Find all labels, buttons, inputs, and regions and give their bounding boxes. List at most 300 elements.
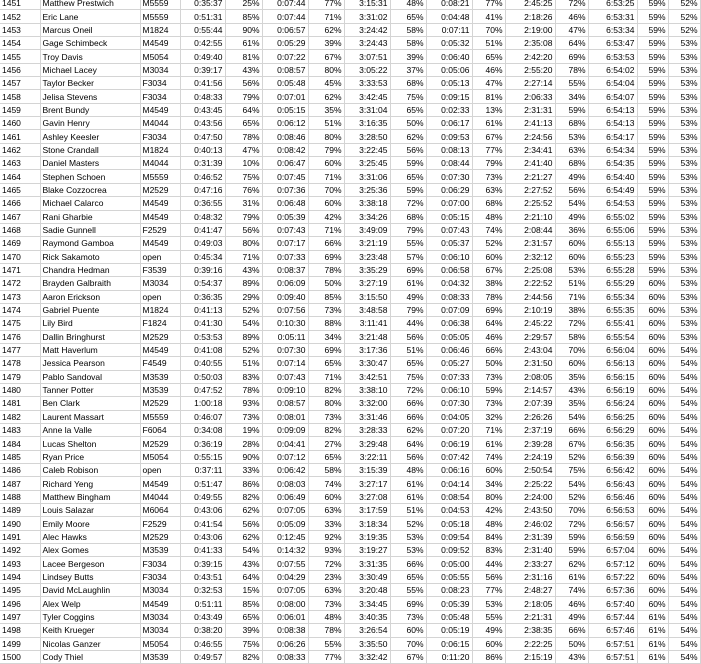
cell-run-time[interactable]: 2:35:08 <box>505 37 555 50</box>
cell-division[interactable]: M4044 <box>140 490 180 503</box>
cell-t1-pct[interactable]: 77% <box>308 0 344 10</box>
cell-name[interactable]: Aaron Erickson <box>40 290 140 303</box>
cell-division-pct[interactable]: 53% <box>668 290 700 303</box>
cell-t2-time[interactable]: 0:05:48 <box>426 610 472 623</box>
cell-run-pct[interactable]: 68% <box>555 157 588 170</box>
cell-place[interactable]: 1462 <box>0 143 40 156</box>
cell-t1-pct[interactable]: 62% <box>308 23 344 36</box>
cell-bike-pct[interactable]: 65% <box>390 170 426 183</box>
cell-t1-time[interactable]: 0:06:57 <box>262 23 308 36</box>
cell-run-pct[interactable]: 70% <box>555 504 588 517</box>
cell-division[interactable]: F1824 <box>140 317 180 330</box>
cell-division-pct[interactable]: 54% <box>668 584 700 597</box>
cell-swim-time[interactable]: 0:41:54 <box>180 517 225 530</box>
cell-swim-time[interactable]: 0:36:55 <box>180 197 225 210</box>
cell-place[interactable]: 1474 <box>0 303 40 316</box>
cell-name[interactable]: Gabriel Puente <box>40 303 140 316</box>
cell-t2-time[interactable]: 0:07:42 <box>426 450 472 463</box>
cell-name[interactable]: Matthew Bingham <box>40 490 140 503</box>
cell-finish-time[interactable]: 6:56:42 <box>588 464 637 477</box>
cell-run-pct[interactable]: 55% <box>555 77 588 90</box>
cell-t1-time[interactable]: 0:07:12 <box>262 450 308 463</box>
cell-t2-time[interactable]: 0:09:54 <box>426 530 472 543</box>
cell-place[interactable]: 1468 <box>0 223 40 236</box>
cell-t2-time[interactable]: 0:05:27 <box>426 357 472 370</box>
cell-t2-time[interactable]: 0:02:33 <box>426 103 472 116</box>
cell-overall-pct[interactable]: 60% <box>637 504 668 517</box>
cell-division-pct[interactable]: 53% <box>668 103 700 116</box>
cell-division[interactable]: M3034 <box>140 63 180 76</box>
cell-run-time[interactable]: 2:31:50 <box>505 357 555 370</box>
cell-division-pct[interactable]: 54% <box>668 637 700 650</box>
cell-overall-pct[interactable]: 60% <box>637 530 668 543</box>
cell-run-pct[interactable]: 70% <box>555 343 588 356</box>
cell-finish-time[interactable]: 6:56:24 <box>588 397 637 410</box>
cell-name[interactable]: Ashley Keesler <box>40 130 140 143</box>
cell-division[interactable]: M2529 <box>140 397 180 410</box>
cell-name[interactable]: Stephen Schoen <box>40 170 140 183</box>
cell-division-pct[interactable]: 53% <box>668 303 700 316</box>
cell-finish-time[interactable]: 6:57:36 <box>588 584 637 597</box>
cell-place[interactable]: 1494 <box>0 570 40 583</box>
cell-overall-pct[interactable]: 60% <box>637 517 668 530</box>
cell-t2-time[interactable]: 0:08:33 <box>426 290 472 303</box>
cell-name[interactable]: Emily Moore <box>40 517 140 530</box>
cell-t1-time[interactable]: 0:07:44 <box>262 10 308 23</box>
cell-run-pct[interactable]: 58% <box>555 330 588 343</box>
cell-place[interactable]: 1457 <box>0 77 40 90</box>
cell-division-pct[interactable]: 54% <box>668 424 700 437</box>
cell-name[interactable]: Lily Bird <box>40 317 140 330</box>
cell-bike-time[interactable]: 3:05:22 <box>344 63 390 76</box>
cell-t1-time[interactable]: 0:08:03 <box>262 477 308 490</box>
cell-t1-pct[interactable]: 71% <box>308 370 344 383</box>
cell-division-pct[interactable]: 53% <box>668 223 700 236</box>
cell-run-pct[interactable]: 54% <box>555 197 588 210</box>
cell-place[interactable]: 1488 <box>0 490 40 503</box>
cell-t2-pct[interactable]: 78% <box>472 290 505 303</box>
cell-bike-pct[interactable]: 55% <box>390 584 426 597</box>
cell-run-pct[interactable]: 51% <box>555 277 588 290</box>
cell-t1-time[interactable]: 0:06:47 <box>262 157 308 170</box>
cell-division[interactable]: M3034 <box>140 610 180 623</box>
cell-division-pct[interactable]: 54% <box>668 624 700 637</box>
cell-run-pct[interactable]: 46% <box>555 10 588 23</box>
cell-t1-time[interactable]: 0:05:48 <box>262 77 308 90</box>
cell-t2-pct[interactable]: 60% <box>472 637 505 650</box>
cell-run-pct[interactable]: 74% <box>555 584 588 597</box>
cell-division-pct[interactable]: 54% <box>668 383 700 396</box>
cell-t1-time[interactable]: 0:07:05 <box>262 504 308 517</box>
cell-t2-time[interactable]: 0:07:33 <box>426 370 472 383</box>
cell-t1-time[interactable]: 0:07:22 <box>262 50 308 63</box>
cell-t2-pct[interactable]: 51% <box>472 37 505 50</box>
cell-finish-time[interactable]: 6:57:40 <box>588 597 637 610</box>
cell-swim-pct[interactable]: 78% <box>225 130 262 143</box>
cell-run-time[interactable]: 2:21:27 <box>505 170 555 183</box>
cell-bike-time[interactable]: 3:15:31 <box>344 0 390 10</box>
cell-finish-time[interactable]: 6:55:23 <box>588 250 637 263</box>
cell-overall-pct[interactable]: 59% <box>637 143 668 156</box>
cell-bike-pct[interactable]: 61% <box>390 490 426 503</box>
cell-division[interactable]: M5054 <box>140 450 180 463</box>
cell-overall-pct[interactable]: 60% <box>637 277 668 290</box>
cell-overall-pct[interactable]: 60% <box>637 597 668 610</box>
cell-t1-pct[interactable]: 60% <box>308 157 344 170</box>
cell-place[interactable]: 1489 <box>0 504 40 517</box>
cell-t2-time[interactable]: 0:08:54 <box>426 490 472 503</box>
cell-t1-time[interactable]: 0:10:30 <box>262 317 308 330</box>
cell-division-pct[interactable]: 54% <box>668 517 700 530</box>
cell-swim-time[interactable]: 0:43:45 <box>180 103 225 116</box>
cell-run-pct[interactable]: 78% <box>555 63 588 76</box>
cell-division[interactable]: F3034 <box>140 130 180 143</box>
cell-swim-pct[interactable]: 56% <box>225 223 262 236</box>
cell-run-pct[interactable]: 53% <box>555 263 588 276</box>
cell-swim-time[interactable]: 0:39:15 <box>180 557 225 570</box>
cell-division[interactable]: M6064 <box>140 504 180 517</box>
cell-overall-pct[interactable]: 59% <box>637 37 668 50</box>
cell-t2-pct[interactable]: 66% <box>472 343 505 356</box>
cell-bike-time[interactable]: 3:31:46 <box>344 410 390 423</box>
cell-division[interactable]: M3034 <box>140 277 180 290</box>
cell-swim-pct[interactable]: 62% <box>225 530 262 543</box>
cell-finish-time[interactable]: 6:56:39 <box>588 450 637 463</box>
cell-bike-time[interactable]: 3:48:58 <box>344 303 390 316</box>
cell-division-pct[interactable]: 53% <box>668 317 700 330</box>
cell-t2-pct[interactable]: 71% <box>472 424 505 437</box>
cell-bike-time[interactable]: 3:23:48 <box>344 250 390 263</box>
cell-overall-pct[interactable]: 59% <box>637 90 668 103</box>
cell-swim-pct[interactable]: 64% <box>225 570 262 583</box>
cell-swim-pct[interactable]: 56% <box>225 517 262 530</box>
cell-overall-pct[interactable]: 60% <box>637 490 668 503</box>
cell-run-pct[interactable]: 49% <box>555 610 588 623</box>
cell-t2-pct[interactable]: 69% <box>472 303 505 316</box>
cell-t2-time[interactable]: 0:06:19 <box>426 437 472 450</box>
cell-t2-pct[interactable]: 68% <box>472 197 505 210</box>
cell-swim-time[interactable]: 0:51:47 <box>180 477 225 490</box>
cell-t1-pct[interactable]: 71% <box>308 223 344 236</box>
cell-run-pct[interactable]: 50% <box>555 637 588 650</box>
cell-name[interactable]: Sadie Gunnell <box>40 223 140 236</box>
cell-swim-pct[interactable]: 90% <box>225 450 262 463</box>
cell-overall-pct[interactable]: 60% <box>637 437 668 450</box>
cell-run-pct[interactable]: 69% <box>555 50 588 63</box>
cell-overall-pct[interactable]: 59% <box>637 237 668 250</box>
cell-t1-pct[interactable]: 39% <box>308 37 344 50</box>
cell-overall-pct[interactable]: 59% <box>637 157 668 170</box>
cell-run-time[interactable]: 2:18:05 <box>505 597 555 610</box>
cell-division-pct[interactable]: 54% <box>668 437 700 450</box>
cell-t2-pct[interactable]: 61% <box>472 437 505 450</box>
cell-t1-pct[interactable]: 67% <box>308 50 344 63</box>
cell-swim-pct[interactable]: 80% <box>225 237 262 250</box>
cell-finish-time[interactable]: 6:54:13 <box>588 103 637 116</box>
cell-division[interactable]: M4549 <box>140 597 180 610</box>
cell-overall-pct[interactable]: 60% <box>637 383 668 396</box>
cell-t2-pct[interactable]: 73% <box>472 370 505 383</box>
cell-bike-pct[interactable]: 44% <box>390 317 426 330</box>
cell-place[interactable]: 1454 <box>0 37 40 50</box>
cell-t2-time[interactable]: 0:07:11 <box>426 23 472 36</box>
cell-swim-pct[interactable]: 62% <box>225 504 262 517</box>
cell-run-time[interactable]: 2:42:20 <box>505 50 555 63</box>
cell-overall-pct[interactable]: 59% <box>637 223 668 236</box>
cell-t1-pct[interactable]: 62% <box>308 90 344 103</box>
cell-bike-pct[interactable]: 48% <box>390 464 426 477</box>
cell-name[interactable]: Caleb Robison <box>40 464 140 477</box>
cell-run-pct[interactable]: 60% <box>555 357 588 370</box>
cell-run-pct[interactable]: 61% <box>555 570 588 583</box>
cell-swim-time[interactable]: 0:43:49 <box>180 610 225 623</box>
cell-t2-pct[interactable]: 38% <box>472 277 505 290</box>
cell-swim-pct[interactable]: 31% <box>225 197 262 210</box>
cell-run-time[interactable]: 2:46:02 <box>505 517 555 530</box>
cell-t2-pct[interactable]: 81% <box>472 90 505 103</box>
cell-division[interactable]: F3539 <box>140 263 180 276</box>
cell-run-pct[interactable]: 49% <box>555 210 588 223</box>
cell-t1-time[interactable]: 0:08:00 <box>262 597 308 610</box>
cell-run-pct[interactable]: 59% <box>555 530 588 543</box>
cell-t1-pct[interactable]: 72% <box>308 557 344 570</box>
cell-finish-time[interactable]: 6:53:25 <box>588 0 637 10</box>
cell-run-pct[interactable]: 47% <box>555 23 588 36</box>
cell-t2-time[interactable]: 0:04:48 <box>426 10 472 23</box>
cell-overall-pct[interactable]: 59% <box>637 0 668 10</box>
cell-finish-time[interactable]: 6:56:25 <box>588 410 637 423</box>
cell-name[interactable]: Keith Krueger <box>40 624 140 637</box>
cell-overall-pct[interactable]: 59% <box>637 250 668 263</box>
cell-place[interactable]: 1469 <box>0 237 40 250</box>
cell-division-pct[interactable]: 53% <box>668 143 700 156</box>
cell-t1-time[interactable]: 0:07:30 <box>262 343 308 356</box>
cell-t1-pct[interactable]: 73% <box>308 597 344 610</box>
cell-bike-pct[interactable]: 53% <box>390 544 426 557</box>
cell-swim-pct[interactable]: 71% <box>225 250 262 263</box>
cell-t2-pct[interactable]: 61% <box>472 117 505 130</box>
cell-name[interactable]: Lucas Shelton <box>40 437 140 450</box>
cell-finish-time[interactable]: 6:54:34 <box>588 143 637 156</box>
cell-place[interactable]: 1458 <box>0 90 40 103</box>
cell-bike-pct[interactable]: 68% <box>390 77 426 90</box>
cell-bike-pct[interactable]: 72% <box>390 197 426 210</box>
cell-t1-pct[interactable]: 60% <box>308 490 344 503</box>
cell-t1-pct[interactable]: 50% <box>308 277 344 290</box>
cell-division-pct[interactable]: 54% <box>668 477 700 490</box>
cell-finish-time[interactable]: 6:55:41 <box>588 317 637 330</box>
cell-bike-pct[interactable]: 67% <box>390 650 426 663</box>
cell-bike-time[interactable]: 3:42:45 <box>344 90 390 103</box>
cell-division[interactable]: open <box>140 250 180 263</box>
cell-t1-time[interactable]: 0:08:57 <box>262 63 308 76</box>
cell-swim-time[interactable]: 0:35:37 <box>180 0 225 10</box>
cell-t1-time[interactable]: 0:07:36 <box>262 183 308 196</box>
cell-division-pct[interactable]: 52% <box>668 0 700 10</box>
cell-bike-pct[interactable]: 39% <box>390 50 426 63</box>
cell-t1-time[interactable]: 0:04:29 <box>262 570 308 583</box>
cell-bike-pct[interactable]: 62% <box>390 424 426 437</box>
cell-t1-time[interactable]: 0:06:42 <box>262 464 308 477</box>
cell-name[interactable]: Louis Salazar <box>40 504 140 517</box>
cell-swim-pct[interactable]: 54% <box>225 317 262 330</box>
cell-division[interactable]: M2529 <box>140 530 180 543</box>
cell-overall-pct[interactable]: 59% <box>637 130 668 143</box>
cell-division[interactable]: F2529 <box>140 517 180 530</box>
cell-division[interactable]: M4044 <box>140 157 180 170</box>
cell-bike-pct[interactable]: 59% <box>390 183 426 196</box>
cell-bike-pct[interactable]: 49% <box>390 290 426 303</box>
cell-division-pct[interactable]: 54% <box>668 464 700 477</box>
cell-t1-pct[interactable]: 63% <box>308 584 344 597</box>
cell-finish-time[interactable]: 6:57:44 <box>588 610 637 623</box>
cell-t1-pct[interactable]: 80% <box>308 63 344 76</box>
cell-t1-time[interactable]: 0:05:39 <box>262 210 308 223</box>
cell-name[interactable]: Matthew Prestwich <box>40 0 140 10</box>
cell-division-pct[interactable]: 54% <box>668 610 700 623</box>
cell-swim-time[interactable]: 0:43:06 <box>180 530 225 543</box>
cell-run-time[interactable]: 2:22:52 <box>505 277 555 290</box>
cell-t1-pct[interactable]: 42% <box>308 210 344 223</box>
cell-t2-time[interactable]: 0:05:18 <box>426 517 472 530</box>
cell-bike-pct[interactable]: 65% <box>390 570 426 583</box>
cell-t1-pct[interactable]: 55% <box>308 637 344 650</box>
cell-place[interactable]: 1490 <box>0 517 40 530</box>
cell-t1-pct[interactable]: 69% <box>308 343 344 356</box>
cell-swim-pct[interactable]: 33% <box>225 464 262 477</box>
cell-swim-pct[interactable]: 61% <box>225 37 262 50</box>
cell-division[interactable]: F3034 <box>140 77 180 90</box>
cell-place[interactable]: 1452 <box>0 10 40 23</box>
cell-t1-time[interactable]: 0:04:41 <box>262 437 308 450</box>
cell-t2-time[interactable]: 0:11:20 <box>426 650 472 663</box>
cell-bike-time[interactable]: 3:21:48 <box>344 330 390 343</box>
cell-run-time[interactable]: 2:24:19 <box>505 450 555 463</box>
cell-run-time[interactable]: 2:24:56 <box>505 130 555 143</box>
cell-t2-time[interactable]: 0:05:00 <box>426 557 472 570</box>
cell-division[interactable]: F3034 <box>140 570 180 583</box>
cell-division-pct[interactable]: 53% <box>668 277 700 290</box>
cell-t2-pct[interactable]: 53% <box>472 597 505 610</box>
cell-t2-time[interactable]: 0:05:05 <box>426 330 472 343</box>
cell-bike-time[interactable]: 3:21:19 <box>344 237 390 250</box>
cell-t2-time[interactable]: 0:08:13 <box>426 143 472 156</box>
cell-run-pct[interactable]: 68% <box>555 117 588 130</box>
cell-finish-time[interactable]: 6:56:43 <box>588 477 637 490</box>
cell-t1-time[interactable]: 0:08:33 <box>262 650 308 663</box>
cell-swim-pct[interactable]: 43% <box>225 557 262 570</box>
cell-place[interactable]: 1478 <box>0 357 40 370</box>
cell-run-pct[interactable]: 35% <box>555 397 588 410</box>
cell-place[interactable]: 1500 <box>0 650 40 663</box>
cell-division-pct[interactable]: 53% <box>668 263 700 276</box>
cell-place[interactable]: 1460 <box>0 117 40 130</box>
cell-t1-time[interactable]: 0:05:11 <box>262 330 308 343</box>
cell-division-pct[interactable]: 54% <box>668 343 700 356</box>
cell-bike-pct[interactable]: 69% <box>390 597 426 610</box>
cell-name[interactable]: Tanner Potter <box>40 383 140 396</box>
cell-name[interactable]: Michael Lacey <box>40 63 140 76</box>
cell-swim-time[interactable]: 0:50:03 <box>180 370 225 383</box>
cell-division[interactable]: M1824 <box>140 303 180 316</box>
cell-place[interactable]: 1495 <box>0 584 40 597</box>
cell-finish-time[interactable]: 6:56:59 <box>588 530 637 543</box>
cell-overall-pct[interactable]: 61% <box>637 650 668 663</box>
cell-t2-pct[interactable]: 67% <box>472 130 505 143</box>
cell-swim-time[interactable]: 1:00:18 <box>180 397 225 410</box>
cell-run-time[interactable]: 2:50:54 <box>505 464 555 477</box>
cell-name[interactable]: David McLaughlin <box>40 584 140 597</box>
cell-place[interactable]: 1475 <box>0 317 40 330</box>
cell-division[interactable]: M5054 <box>140 50 180 63</box>
cell-run-time[interactable]: 2:25:08 <box>505 263 555 276</box>
cell-t1-pct[interactable]: 82% <box>308 424 344 437</box>
cell-overall-pct[interactable]: 59% <box>637 170 668 183</box>
cell-swim-pct[interactable]: 83% <box>225 370 262 383</box>
cell-place[interactable]: 1466 <box>0 197 40 210</box>
cell-swim-time[interactable]: 0:31:39 <box>180 157 225 170</box>
cell-t2-pct[interactable]: 60% <box>472 464 505 477</box>
cell-t1-pct[interactable]: 78% <box>308 263 344 276</box>
cell-run-time[interactable]: 2:45:25 <box>505 0 555 10</box>
cell-swim-time[interactable]: 0:47:52 <box>180 383 225 396</box>
cell-name[interactable]: Anne la Valle <box>40 424 140 437</box>
cell-t1-time[interactable]: 0:05:15 <box>262 103 308 116</box>
cell-swim-pct[interactable]: 19% <box>225 424 262 437</box>
cell-place[interactable]: 1482 <box>0 410 40 423</box>
cell-finish-time[interactable]: 6:55:28 <box>588 263 637 276</box>
cell-t1-pct[interactable]: 65% <box>308 357 344 370</box>
cell-finish-time[interactable]: 6:57:51 <box>588 650 637 663</box>
cell-t2-time[interactable]: 0:06:17 <box>426 117 472 130</box>
cell-run-pct[interactable]: 71% <box>555 290 588 303</box>
cell-run-time[interactable]: 2:07:39 <box>505 397 555 410</box>
cell-finish-time[interactable]: 6:54:49 <box>588 183 637 196</box>
cell-bike-pct[interactable]: 57% <box>390 250 426 263</box>
cell-t2-pct[interactable]: 77% <box>472 143 505 156</box>
cell-swim-time[interactable]: 0:55:15 <box>180 450 225 463</box>
cell-division-pct[interactable]: 53% <box>668 130 700 143</box>
cell-run-pct[interactable]: 53% <box>555 130 588 143</box>
cell-division[interactable]: M4549 <box>140 343 180 356</box>
cell-bike-pct[interactable]: 61% <box>390 477 426 490</box>
cell-bike-pct[interactable]: 79% <box>390 303 426 316</box>
cell-bike-pct[interactable]: 66% <box>390 557 426 570</box>
cell-place[interactable]: 1453 <box>0 23 40 36</box>
cell-t2-pct[interactable]: 52% <box>472 237 505 250</box>
cell-bike-time[interactable]: 3:30:49 <box>344 570 390 583</box>
cell-division-pct[interactable]: 53% <box>668 37 700 50</box>
cell-t1-pct[interactable]: 66% <box>308 237 344 250</box>
cell-overall-pct[interactable]: 60% <box>637 584 668 597</box>
cell-finish-time[interactable]: 6:54:53 <box>588 197 637 210</box>
cell-finish-time[interactable]: 6:54:02 <box>588 63 637 76</box>
cell-t1-time[interactable]: 0:07:45 <box>262 170 308 183</box>
cell-division-pct[interactable]: 54% <box>668 357 700 370</box>
cell-run-pct[interactable]: 72% <box>555 517 588 530</box>
cell-division[interactable]: M3539 <box>140 383 180 396</box>
cell-t1-time[interactable]: 0:07:33 <box>262 250 308 263</box>
cell-t1-pct[interactable]: 71% <box>308 170 344 183</box>
cell-run-time[interactable]: 2:37:19 <box>505 424 555 437</box>
cell-swim-pct[interactable]: 39% <box>225 624 262 637</box>
cell-t1-time[interactable]: 0:09:09 <box>262 424 308 437</box>
cell-swim-time[interactable]: 0:46:52 <box>180 170 225 183</box>
cell-t1-time[interactable]: 0:06:01 <box>262 610 308 623</box>
cell-division[interactable]: M1824 <box>140 23 180 36</box>
cell-run-time[interactable]: 2:31:16 <box>505 570 555 583</box>
cell-name[interactable]: Lindsey Butts <box>40 570 140 583</box>
